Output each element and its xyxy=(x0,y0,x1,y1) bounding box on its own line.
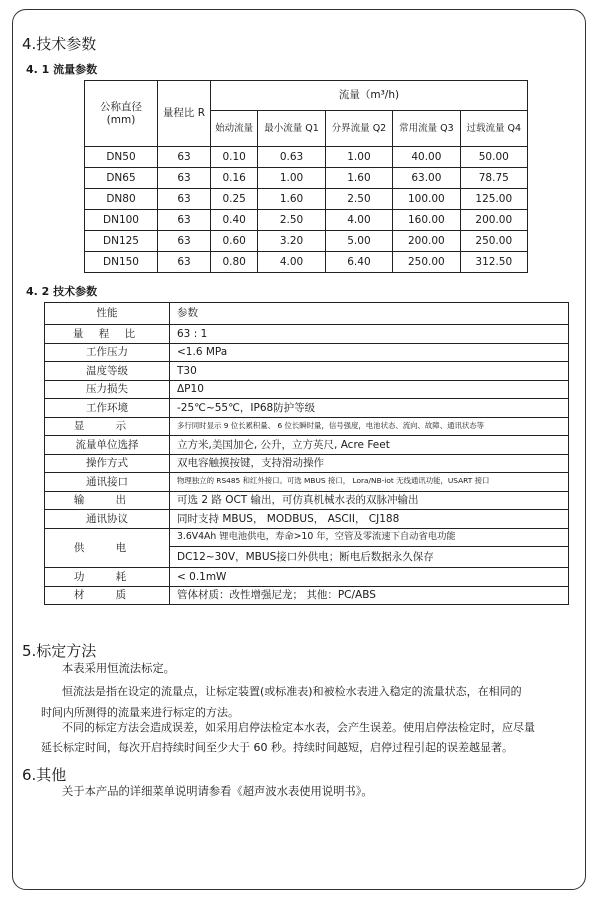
table-row xyxy=(45,586,569,605)
table-cell: 1.60 xyxy=(258,189,325,210)
table-cell: 4.00 xyxy=(258,252,325,273)
row-label: 通讯协议 xyxy=(45,510,170,529)
table-cell: 63 xyxy=(158,189,211,210)
table-row xyxy=(45,528,569,547)
table-row xyxy=(85,189,528,210)
row-value: 管体材质：改性增强尼龙； 其他：PC/ABS xyxy=(170,586,569,605)
table-cell: DN150 xyxy=(85,252,158,273)
row-label: 量 程 比 xyxy=(45,325,170,344)
table-row xyxy=(85,147,528,168)
header-flow: 流量（m³/h) xyxy=(211,81,528,111)
table-cell: 63 xyxy=(158,252,211,273)
table-cell: 0.80 xyxy=(211,252,258,273)
row-value: ΔP10 xyxy=(170,380,569,399)
table-row xyxy=(45,343,569,362)
table-cell: 250.00 xyxy=(393,252,460,273)
table-cell: DN125 xyxy=(85,231,158,252)
table-cell: DN80 xyxy=(85,189,158,210)
header-start-flow: 始动流量 xyxy=(211,111,258,147)
table-row xyxy=(85,210,528,231)
table-cell: 160.00 xyxy=(393,210,460,231)
header-range-ratio: 量程比 R xyxy=(158,81,211,147)
paragraph: 不同的标定方法会造成误差，如采用启停法检定本水表，会产生误差。使用启停法检定时，应尽量 xyxy=(62,721,535,734)
table-cell: 78.75 xyxy=(460,168,527,189)
row-value: < 0.1mW xyxy=(170,568,569,587)
table-cell: 63 xyxy=(158,231,211,252)
paragraph: 时间内所测得的流量来进行标定的方法。 xyxy=(41,706,239,719)
table-cell: 250.00 xyxy=(460,231,527,252)
row-value: -25℃~55℃，IP68防护等级 xyxy=(170,399,569,418)
table-cell: DN100 xyxy=(85,210,158,231)
row-label: 操作方式 xyxy=(45,454,170,473)
row-value: 物理独立的 RS485 和红外接口。可选 MBUS 接口， Lora/NB-iot 无线通讯功能，USART 接口 xyxy=(170,473,569,492)
table-row xyxy=(45,325,569,344)
row-value: 63 : 1 xyxy=(170,325,569,344)
table-cell: 3.20 xyxy=(258,231,325,252)
paragraph: 本表采用恒流法标定。 xyxy=(62,662,175,675)
table-row xyxy=(85,252,528,273)
table-cell: 0.10 xyxy=(211,147,258,168)
table-cell: 5.00 xyxy=(325,231,392,252)
paragraph: 延长标定时间，每次开启持续时间至少大于 60 秒。持续时间越短，启停过程引起的误差越显著。 xyxy=(41,741,513,754)
row-value: T30 xyxy=(170,362,569,381)
header-performance: 性能 xyxy=(45,303,170,325)
flow-parameters-table xyxy=(84,80,528,273)
row-value: DC12~30V，MBUS接口外供电；断电后数据永久保存 xyxy=(170,547,569,568)
table-cell: 100.00 xyxy=(393,189,460,210)
paragraph: 恒流法是指在设定的流量点，让标定装置(或标准表)和被检水表进入稳定的流量状态，在相同的 xyxy=(62,685,522,698)
row-value: 3.6V4Ah 锂电池供电，寿命>10 年，空管及零流速下自动省电功能 xyxy=(170,528,569,547)
header-parameter: 参数 xyxy=(170,303,569,325)
row-value: 多行同时显示 9 位长累积量、 6 位长瞬时量，信号强度，电池状态、流向、故障、通讯状态等 xyxy=(170,417,569,436)
table-cell: 0.60 xyxy=(211,231,258,252)
table-row xyxy=(45,436,569,455)
table-row xyxy=(45,362,569,381)
table-cell: 1.00 xyxy=(258,168,325,189)
table-cell: 6.40 xyxy=(325,252,392,273)
table-cell: 200.00 xyxy=(460,210,527,231)
table-cell: 40.00 xyxy=(393,147,460,168)
table-row xyxy=(45,510,569,529)
header-transition-flow-q2: 分界流量 Q2 xyxy=(325,111,392,147)
row-label: 压力损失 xyxy=(45,380,170,399)
table-cell: 2.50 xyxy=(325,189,392,210)
table-cell: 0.25 xyxy=(211,189,258,210)
table-row xyxy=(45,380,569,399)
table-row xyxy=(45,568,569,587)
section-4-1-title: 4. 1 流量参数 xyxy=(26,63,98,76)
row-value: 可选 2 路 OCT 输出，可仿真机械水表的双脉冲输出 xyxy=(170,491,569,510)
table-cell: 312.50 xyxy=(460,252,527,273)
row-label: 供 电 xyxy=(45,528,170,568)
table-cell: DN65 xyxy=(85,168,158,189)
section-4-title: 4.技术参数 xyxy=(22,35,97,53)
table-cell: 1.00 xyxy=(325,147,392,168)
table-cell: 4.00 xyxy=(325,210,392,231)
header-permanent-flow-q3: 常用流量 Q3 xyxy=(393,111,460,147)
header-min-flow-q1: 最小流量 Q1 xyxy=(258,111,325,147)
table-cell: 200.00 xyxy=(393,231,460,252)
table-row xyxy=(45,454,569,473)
table-cell: 0.16 xyxy=(211,168,258,189)
row-label: 输 出 xyxy=(45,491,170,510)
row-label: 工作压力 xyxy=(45,343,170,362)
header-nominal-diameter: 公称直径 (mm) xyxy=(85,81,158,147)
paragraph: 关于本产品的详细菜单说明请参看《超声波水表使用说明书》。 xyxy=(62,785,373,798)
table-row xyxy=(45,473,569,492)
header-overload-flow-q4: 过载流量 Q4 xyxy=(460,111,527,147)
section-4-2-title: 4. 2 技术参数 xyxy=(26,285,98,298)
row-label: 工作环境 xyxy=(45,399,170,418)
table-cell: 125.00 xyxy=(460,189,527,210)
table-row xyxy=(85,168,528,189)
row-value: 立方米,美国加仑, 公升，立方英尺, Acre Feet xyxy=(170,436,569,455)
section-6-title: 6.其他 xyxy=(22,766,67,784)
table-cell: 50.00 xyxy=(460,147,527,168)
table-row xyxy=(45,491,569,510)
table-cell: 63 xyxy=(158,147,211,168)
table-cell: 63 xyxy=(158,168,211,189)
technical-parameters-table xyxy=(44,302,569,605)
row-value: <1.6 MPa xyxy=(170,343,569,362)
row-value: 同时支持 MBUS， MODBUS， ASCII， CJ188 xyxy=(170,510,569,529)
row-label: 功 耗 xyxy=(45,568,170,587)
table-row xyxy=(85,231,528,252)
row-label: 显 示 xyxy=(45,417,170,436)
row-label: 材 质 xyxy=(45,586,170,605)
table-row xyxy=(45,399,569,418)
section-5-title: 5.标定方法 xyxy=(22,642,97,660)
table-row xyxy=(45,417,569,436)
table-cell: 0.40 xyxy=(211,210,258,231)
table-cell: 63.00 xyxy=(393,168,460,189)
row-label: 流量单位选择 xyxy=(45,436,170,455)
table-cell: DN50 xyxy=(85,147,158,168)
row-label: 通讯接口 xyxy=(45,473,170,492)
row-value: 双电容触摸按键，支持滑动操作 xyxy=(170,454,569,473)
row-label: 温度等级 xyxy=(45,362,170,381)
table-cell: 0.63 xyxy=(258,147,325,168)
table-cell: 63 xyxy=(158,210,211,231)
table-cell: 1.60 xyxy=(325,168,392,189)
table-cell: 2.50 xyxy=(258,210,325,231)
